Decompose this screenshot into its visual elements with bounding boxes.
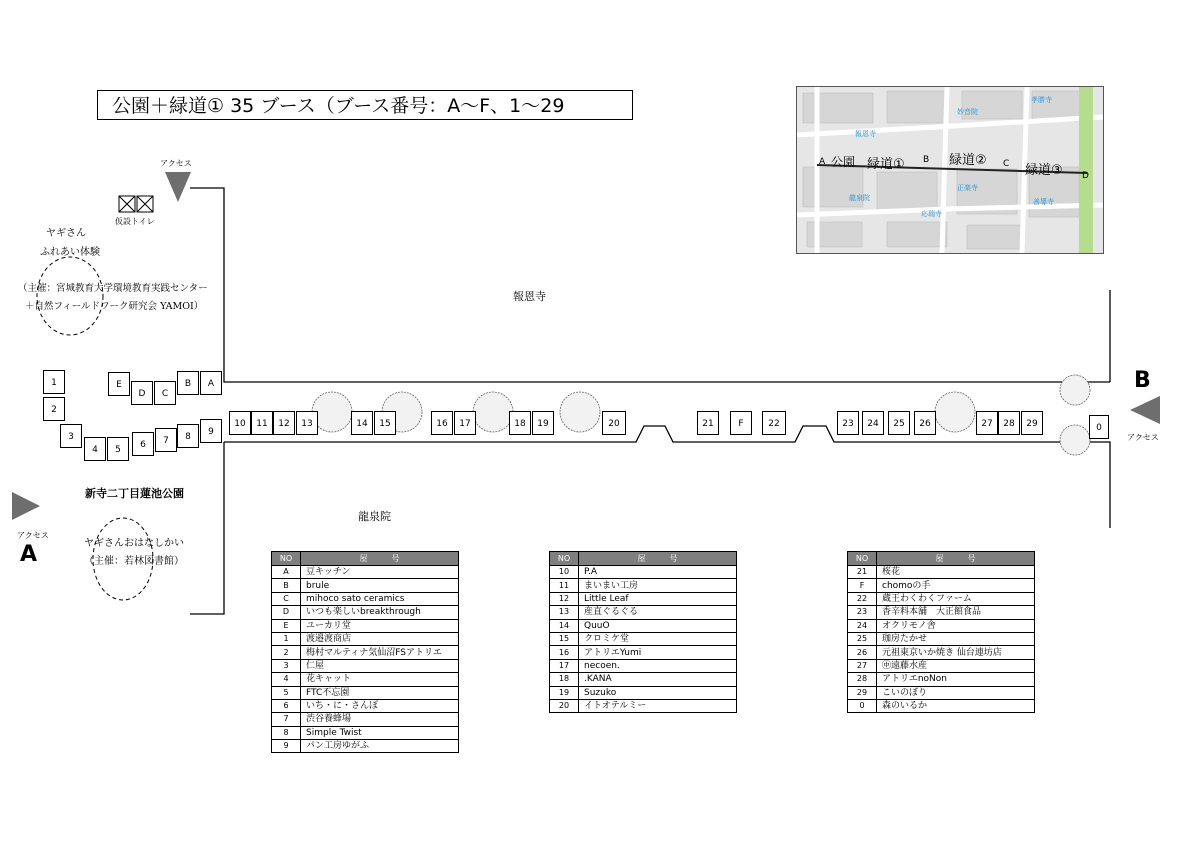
table-row <box>848 566 1035 579</box>
table-row <box>550 619 737 632</box>
table-row <box>272 566 459 579</box>
booth-number-cell: 29 <box>848 686 877 699</box>
shop-name-cell: アトリエYumi <box>579 646 737 659</box>
access-label-north: アクセス <box>160 159 192 168</box>
inset-label-b: B <box>923 155 930 165</box>
inset-label-ryokudo3: 緑道③ <box>1025 163 1063 178</box>
booth-F[interactable]: F <box>730 411 752 435</box>
booth-18[interactable]: 18 <box>509 411 531 435</box>
entrance-b-label: B <box>1134 368 1151 393</box>
shop-name-cell: chomoの手 <box>877 579 1035 592</box>
booth-number-cell: 5 <box>272 686 301 699</box>
table-row <box>272 632 459 645</box>
inset-place-shorakuji: 正楽寺 <box>957 184 978 192</box>
booth-21[interactable]: 21 <box>697 411 719 435</box>
table-row <box>550 686 737 699</box>
table-row <box>272 673 459 686</box>
shop-name-cell: 花キャット <box>301 673 459 686</box>
booth-7[interactable]: 7 <box>155 428 177 452</box>
goat-area-1 <box>37 257 103 335</box>
table-row <box>272 646 459 659</box>
table-row <box>550 606 737 619</box>
booth-5[interactable]: 5 <box>107 437 129 461</box>
booth-13[interactable]: 13 <box>296 411 318 435</box>
inset-map <box>796 86 1104 254</box>
shop-name-cell: P.A <box>579 566 737 579</box>
booth-6[interactable]: 6 <box>132 432 154 456</box>
table-row <box>272 619 459 632</box>
booth-26[interactable]: 26 <box>914 411 936 435</box>
shop-name-cell: 桜花 <box>877 566 1035 579</box>
table-row <box>550 579 737 592</box>
table-row <box>272 726 459 739</box>
booth-2[interactable]: 2 <box>43 397 65 421</box>
table-row <box>848 699 1035 712</box>
goat-event-1-line4: ＋自然フィールドワーク研究会 YAMOI） <box>25 301 204 312</box>
booth-11[interactable]: 11 <box>251 411 273 435</box>
table-row <box>848 686 1035 699</box>
booth-28[interactable]: 28 <box>998 411 1020 435</box>
booth-number-cell: 15 <box>550 632 579 645</box>
booth-number-cell: B <box>272 579 301 592</box>
inset-label-ryokudo2: 緑道② <box>949 153 987 168</box>
booth-number-cell: C <box>272 592 301 605</box>
table-row <box>848 673 1035 686</box>
booth-number-cell: 0 <box>848 699 877 712</box>
shop-name-cell: まいまい工房 <box>579 579 737 592</box>
inset-place-myoonin: 妙音院 <box>957 108 978 116</box>
booth-E[interactable]: E <box>108 372 130 396</box>
goat-event-1-line1: ヤギさん <box>46 228 86 239</box>
booth-number-cell: 27 <box>848 659 877 672</box>
booth-17[interactable]: 17 <box>454 411 476 435</box>
shop-name-cell: オクリモノ舎 <box>877 619 1035 632</box>
booth-number-cell: 23 <box>848 606 877 619</box>
booth-number-cell: E <box>272 619 301 632</box>
shop-name-cell: Little Leaf <box>579 592 737 605</box>
shop-name-cell: 渋谷養蜂場 <box>301 713 459 726</box>
toilet-label: 仮設トイレ <box>115 217 155 226</box>
shop-name-cell: ユーカリ堂 <box>301 619 459 632</box>
booth-16[interactable]: 16 <box>431 411 453 435</box>
page-title: 公園＋緑道① 35 ブース（ブース番号：A〜F、1〜29 <box>97 90 633 120</box>
booth-number-cell: 9 <box>272 740 301 753</box>
booth-number-cell: D <box>272 606 301 619</box>
inset-label-ryokudo1: 緑道① <box>867 157 905 172</box>
shop-name-cell: こいのぼり <box>877 686 1035 699</box>
shop-name-cell: 梅村マルティナ気仙沼FSアトリエ <box>301 646 459 659</box>
goat-event-1-line2: ふれあい体験 <box>40 247 100 258</box>
booth-number-cell: 16 <box>550 646 579 659</box>
table-row <box>272 606 459 619</box>
temple-south: 龍泉院 <box>358 510 391 523</box>
booth-number-cell: F <box>848 579 877 592</box>
shop-name-cell: necoen. <box>579 659 737 672</box>
booth-number-cell: 6 <box>272 699 301 712</box>
table-row <box>550 699 737 712</box>
booth-number-cell: 22 <box>848 592 877 605</box>
booth-0[interactable]: 0 <box>1089 415 1109 439</box>
goat-event-2-line1: ヤギさんおはなしかい <box>84 538 184 549</box>
booth-1[interactable]: 1 <box>43 370 65 394</box>
inset-place-ozuiji: 応瑞寺 <box>921 210 942 218</box>
shop-name-cell: 渡邉渡商店 <box>301 632 459 645</box>
table-row <box>848 592 1035 605</box>
booth-number-cell: 26 <box>848 646 877 659</box>
booth-24[interactable]: 24 <box>862 411 884 435</box>
table-row <box>848 659 1035 672</box>
table-header-name: 屋 号 <box>877 552 1035 566</box>
table-row <box>272 740 459 753</box>
shop-name-cell: QuuO <box>579 619 737 632</box>
shop-name-cell: イトオテルミー <box>579 699 737 712</box>
booth-29[interactable]: 29 <box>1021 411 1043 435</box>
booth-number-cell: 24 <box>848 619 877 632</box>
booth-9[interactable]: 9 <box>200 419 222 443</box>
booth-number-cell: 20 <box>550 699 579 712</box>
booth-number-cell: 18 <box>550 673 579 686</box>
access-label-b: アクセス <box>1127 433 1159 442</box>
inset-place-hoonji: 報恩寺 <box>855 130 876 138</box>
table-row <box>550 673 737 686</box>
access-marker-north <box>165 172 191 202</box>
booth-number-cell: 21 <box>848 566 877 579</box>
toilet-icon <box>119 196 153 212</box>
shop-name-cell: 珈房たかせ <box>877 632 1035 645</box>
shop-name-cell: brule <box>301 579 459 592</box>
booth-20[interactable]: 20 <box>602 411 626 435</box>
booth-14[interactable]: 14 <box>351 411 373 435</box>
table-row <box>550 659 737 672</box>
shop-name-cell: パン工房ゆがふ <box>301 740 459 753</box>
shop-name-cell: .KANA <box>579 673 737 686</box>
table-row <box>272 659 459 672</box>
booth-15[interactable]: 15 <box>374 411 396 435</box>
booth-C[interactable]: C <box>154 381 176 405</box>
exhibitor-table-1 <box>271 551 459 753</box>
table-header-no: NO <box>848 552 877 566</box>
shop-name-cell: 香辛料本舗 大正館食品 <box>877 606 1035 619</box>
exhibitor-table-2 <box>549 551 737 713</box>
shop-name-cell: クロミケ堂 <box>579 632 737 645</box>
booth-A[interactable]: A <box>200 371 222 395</box>
inset-label-c: C <box>1003 159 1010 169</box>
table-row <box>848 632 1035 645</box>
booth-22[interactable]: 22 <box>762 411 786 435</box>
booth-25[interactable]: 25 <box>888 411 910 435</box>
booth-4[interactable]: 4 <box>84 437 106 461</box>
shop-name-cell: FTC不忘園 <box>301 686 459 699</box>
table-row <box>550 592 737 605</box>
booth-number-cell: 11 <box>550 579 579 592</box>
table-row <box>848 619 1035 632</box>
inset-label-park: 公園 <box>831 155 856 169</box>
table-row <box>550 632 737 645</box>
booth-number-cell: 14 <box>550 619 579 632</box>
booth-8[interactable]: 8 <box>177 424 199 448</box>
booth-number-cell: 2 <box>272 646 301 659</box>
shop-name-cell: ㊥遠藤水産 <box>877 659 1035 672</box>
booth-D[interactable]: D <box>131 381 153 405</box>
shop-name-cell: 森のいるか <box>877 699 1035 712</box>
park-name: 新寺二丁目蓮池公園 <box>85 487 184 500</box>
table-row <box>848 646 1035 659</box>
table-header-name: 屋 号 <box>579 552 737 566</box>
inset-label-a: A <box>819 157 826 167</box>
booth-number-cell: 10 <box>550 566 579 579</box>
booth-23[interactable]: 23 <box>837 411 859 435</box>
booth-10[interactable]: 10 <box>229 411 251 435</box>
shop-name-cell: mihoco sato ceramics <box>301 592 459 605</box>
table-header-name: 屋 号 <box>301 552 459 566</box>
access-marker-b <box>1130 396 1160 424</box>
booth-number-cell: 12 <box>550 592 579 605</box>
booth-number-cell: 17 <box>550 659 579 672</box>
table-row <box>272 579 459 592</box>
entrance-a-label: A <box>20 542 38 567</box>
shop-name-cell: いち・に・さんぽ <box>301 699 459 712</box>
shop-name-cell: 産直ぐるぐる <box>579 606 737 619</box>
booth-number-cell: 28 <box>848 673 877 686</box>
table-header-no: NO <box>272 552 301 566</box>
booth-number-cell: 25 <box>848 632 877 645</box>
booth-number-cell: A <box>272 566 301 579</box>
table-header-no: NO <box>550 552 579 566</box>
temple-north: 報恩寺 <box>513 290 546 303</box>
booth-19[interactable]: 19 <box>532 411 554 435</box>
access-marker-a <box>12 492 40 520</box>
shop-name-cell: アトリエnoNon <box>877 673 1035 686</box>
goat-event-2-line2: （主催：若林図書館） <box>84 556 184 567</box>
table-row <box>272 699 459 712</box>
table-row <box>550 566 737 579</box>
booth-number-cell: 19 <box>550 686 579 699</box>
shop-name-cell: 蔵王わくわくファーム <box>877 592 1035 605</box>
exhibitor-table-3 <box>847 551 1035 713</box>
inset-place-zendoji: 善導寺 <box>1033 198 1054 206</box>
table-row <box>550 646 737 659</box>
booth-number-cell: 1 <box>272 632 301 645</box>
inset-place-kosyoji: 孝勝寺 <box>1031 96 1052 104</box>
table-row <box>848 606 1035 619</box>
shop-name-cell: Simple Twist <box>301 726 459 739</box>
shop-name-cell: 元祖東京いか焼き 仙台連坊店 <box>877 646 1035 659</box>
table-row <box>848 579 1035 592</box>
shop-name-cell: いつも楽しいbreakthrough <box>301 606 459 619</box>
booth-12[interactable]: 12 <box>273 411 295 435</box>
booth-number-cell: 3 <box>272 659 301 672</box>
table-row <box>272 713 459 726</box>
inset-place-ryusenin: 龍泉院 <box>849 194 870 202</box>
booth-3[interactable]: 3 <box>60 424 82 448</box>
shop-name-cell: 豆キッチン <box>301 566 459 579</box>
access-label-a: アクセス <box>17 531 49 540</box>
inset-label-d: D <box>1082 171 1089 181</box>
booth-number-cell: 7 <box>272 713 301 726</box>
booth-number-cell: 13 <box>550 606 579 619</box>
booth-27[interactable]: 27 <box>976 411 998 435</box>
goat-event-1-line3: （主催：宮城教育大学環境教育実践センター <box>18 283 208 294</box>
table-row <box>272 592 459 605</box>
shop-name-cell: Suzuko <box>579 686 737 699</box>
table-row <box>272 686 459 699</box>
booth-B[interactable]: B <box>177 371 199 395</box>
booth-number-cell: 8 <box>272 726 301 739</box>
booth-number-cell: 4 <box>272 673 301 686</box>
shop-name-cell: 仁屋 <box>301 659 459 672</box>
